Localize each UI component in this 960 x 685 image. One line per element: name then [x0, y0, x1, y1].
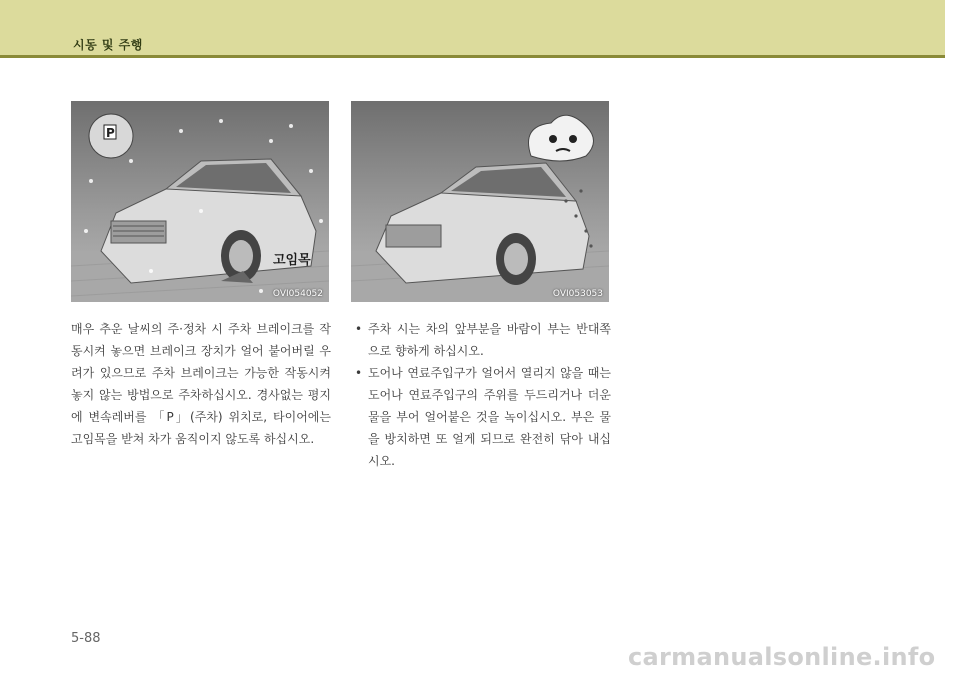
- figure-code: OVI054052: [272, 289, 323, 299]
- chapter-title: 시동 및 주행: [73, 38, 143, 52]
- watermark: carmanualsonline.info: [628, 643, 936, 671]
- bullet-item: • 도어나 연료주입구가 얼어서 열리지 않을 때는 도어나 연료주입구의 주위를 두드리거나 더운 물을 부어 얼어붙은 것을 녹이십시오. 부은 물을 방치하면 또 얼게 되므로 완전히 닦아 내십시오.: [353, 362, 611, 472]
- bullet-list: [353, 318, 611, 472]
- left-column-text: 매우 추운 날씨의 주·정차 시 주차 브레이크를 작동시켜 놓으면 브레이크 장치가 얼어 붙어버릴 우려가 있으므로 주차 브레이크는 가능한 작동시켜 놓지 않는 방법으로 주차하십시오. 경사없는 평지에 변속레버를 「P」(주차) 위치로, 타이어에는 고임목을 받쳐 차가 움직이지 않도록 하십시오.: [71, 322, 331, 446]
- header-rule: [0, 55, 945, 58]
- right-column: [353, 318, 611, 472]
- car-snow-illustration: [71, 101, 329, 302]
- figure-parked-car-snow: [71, 101, 329, 302]
- bullet-item: • 주차 시는 차의 앞부분을 바람이 부는 반대쪽으로 향하게 하십시오.: [353, 318, 611, 362]
- page-number: 5-88: [71, 631, 101, 646]
- figure-code: OVI053053: [552, 289, 603, 299]
- car-wind-illustration: [351, 101, 609, 302]
- wheel-chock-label: 고임목: [273, 253, 311, 268]
- svg-text:P: P: [106, 126, 115, 140]
- figure-car-wind: [351, 101, 609, 302]
